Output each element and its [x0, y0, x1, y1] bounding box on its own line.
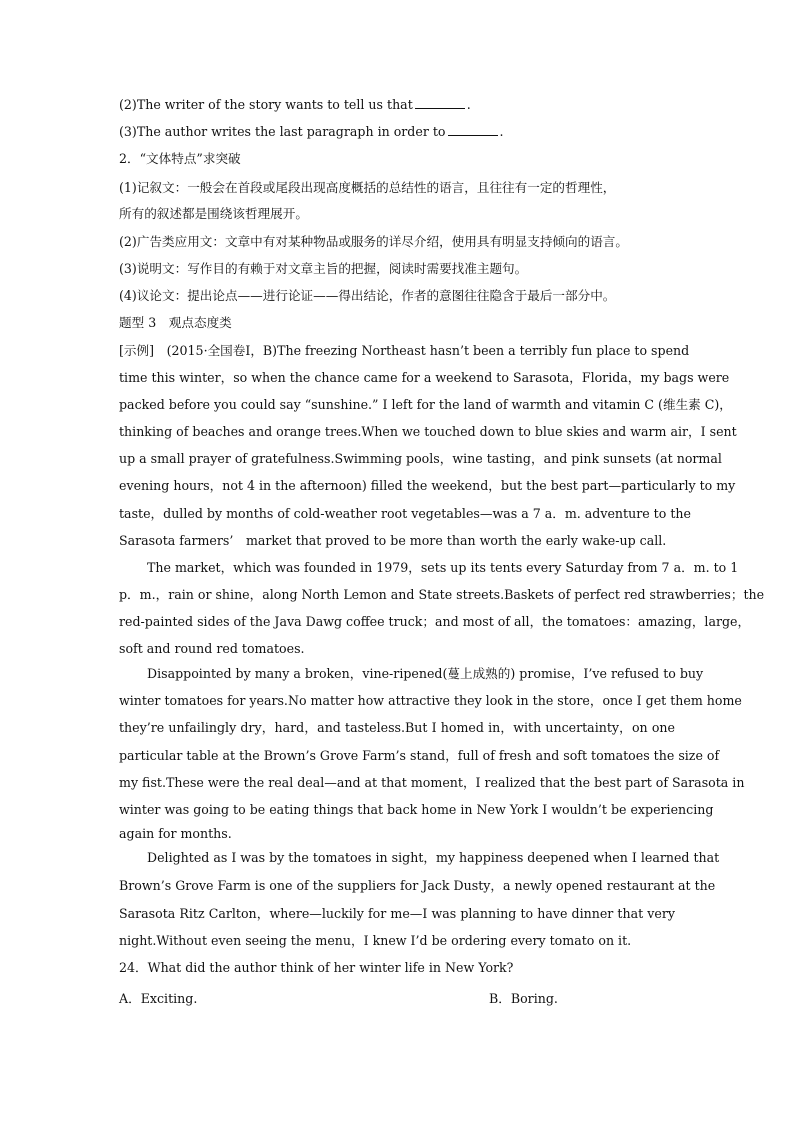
- passage-line: The market，which was founded in 1979，sets up its tents every Saturday from 7 a．m. to 1: [147, 560, 739, 575]
- passage-line: my fist.These were the real deal—and at that moment，I realized that the best part of Sarasota in: [119, 775, 745, 790]
- type3-heading: 题型 3 观点态度类: [119, 315, 232, 330]
- passage-line: up a small prayer of gratefulness.Swimming pools，wine tasting，and pink sunsets (at normal: [119, 451, 722, 466]
- genre-item-3: (3)说明文：写作目的有赖于对文章主旨的把握，阅读时需要找准主题句。: [119, 261, 528, 276]
- passage-line: [示例] (2015·全国卷Ⅰ，B)The freezing Northeast hasn’t been a terribly fun place to spend: [119, 343, 690, 358]
- passage-line: night.Without even seeing the menu，I knew I’d be ordering every tomato on it.: [119, 933, 632, 948]
- passage-line: taste，dulled by months of cold-weather root vegetables—was a 7 a．m. adventure to the: [119, 506, 691, 521]
- passage-line: Brown’s Grove Farm is one of the suppliers for Jack Dusty，a newly opened restaurant at the: [119, 878, 716, 893]
- passage-line: again for months.: [119, 826, 232, 841]
- passage-line: p．m.，rain or shine，along North Lemon and State streets.Baskets of perfect red strawberries；the: [119, 587, 765, 602]
- passage-line: soft and round red tomatoes.: [119, 641, 305, 656]
- genre-item-1: (1)记叙文：一般会在首段或尾段出现高度概括的总结性的语言，且往往有一定的哲理性，: [119, 180, 616, 195]
- passage-line: packed before you could say “sunshine.” I left for the land of warmth and vitamin C (维生素 C)，: [119, 397, 732, 412]
- passage-line: they’re unfailingly dry，hard，and tasteless.But I homed in，with uncertainty，on one: [119, 720, 675, 735]
- section-2-heading: 2．“文体特点”求突破: [119, 151, 241, 166]
- passage-line: winter tomatoes for years.No matter how attractive they look in the store，once I get them home: [119, 693, 742, 708]
- passage-line: thinking of beaches and orange trees.When we touched down to blue skies and warm air，I sent: [119, 424, 737, 439]
- answer-blank[interactable]: [448, 124, 498, 136]
- passage-line: Sarasota Ritz Carlton，where—luckily for me—I was planning to have dinner that very: [119, 906, 675, 921]
- question-3: (3)The author writes the last paragraph in order to .: [119, 124, 504, 139]
- passage-line: Sarasota farmers’ market that proved to be more than worth the early wake-up call.: [119, 533, 667, 548]
- passage-line: evening hours，not 4 in the afternoon) filled the weekend，but the best part—particularly to my: [119, 478, 736, 493]
- answer-blank[interactable]: [415, 97, 465, 109]
- passage-line: winter was going to be eating things that back home in New York I wouldn’t be experiencing: [119, 802, 714, 817]
- passage-line: particular table at the Brown’s Grove Farm’s stand，full of fresh and soft tomatoes the size of: [119, 748, 720, 763]
- question-2: (2)The writer of the story wants to tell us that .: [119, 97, 471, 112]
- passage-line: Disappointed by many a broken，vine-ripened(蔓上成熟的) promise，I’ve refused to buy: [147, 666, 704, 681]
- genre-item-4: (4)议论文：提出论点——进行论证——得出结论，作者的意图往往隐含于最后一部分中。: [119, 288, 616, 303]
- question-24: 24．What did the author think of her winter life in New York?: [119, 960, 514, 975]
- genre-item-2: (2)广告类应用文：文章中有对某种物品或服务的详尽介绍，使用具有明显支持倾向的语言。: [119, 234, 628, 249]
- option-b[interactable]: B．Boring.: [489, 991, 558, 1006]
- passage-line: Delighted as I was by the tomatoes in sight，my happiness deepened when I learned that: [147, 850, 720, 865]
- option-a[interactable]: A．Exciting.: [119, 991, 198, 1006]
- passage-line: red-painted sides of the Java Dawg coffee truck；and most of all，the tomatoes：amazing，large，: [119, 614, 751, 629]
- passage-line: time this winter，so when the chance came for a weekend to Sarasota，Florida，my bags were: [119, 370, 730, 385]
- genre-item-1-cont: 所有的叙述都是围绕该哲理展开。: [119, 206, 308, 221]
